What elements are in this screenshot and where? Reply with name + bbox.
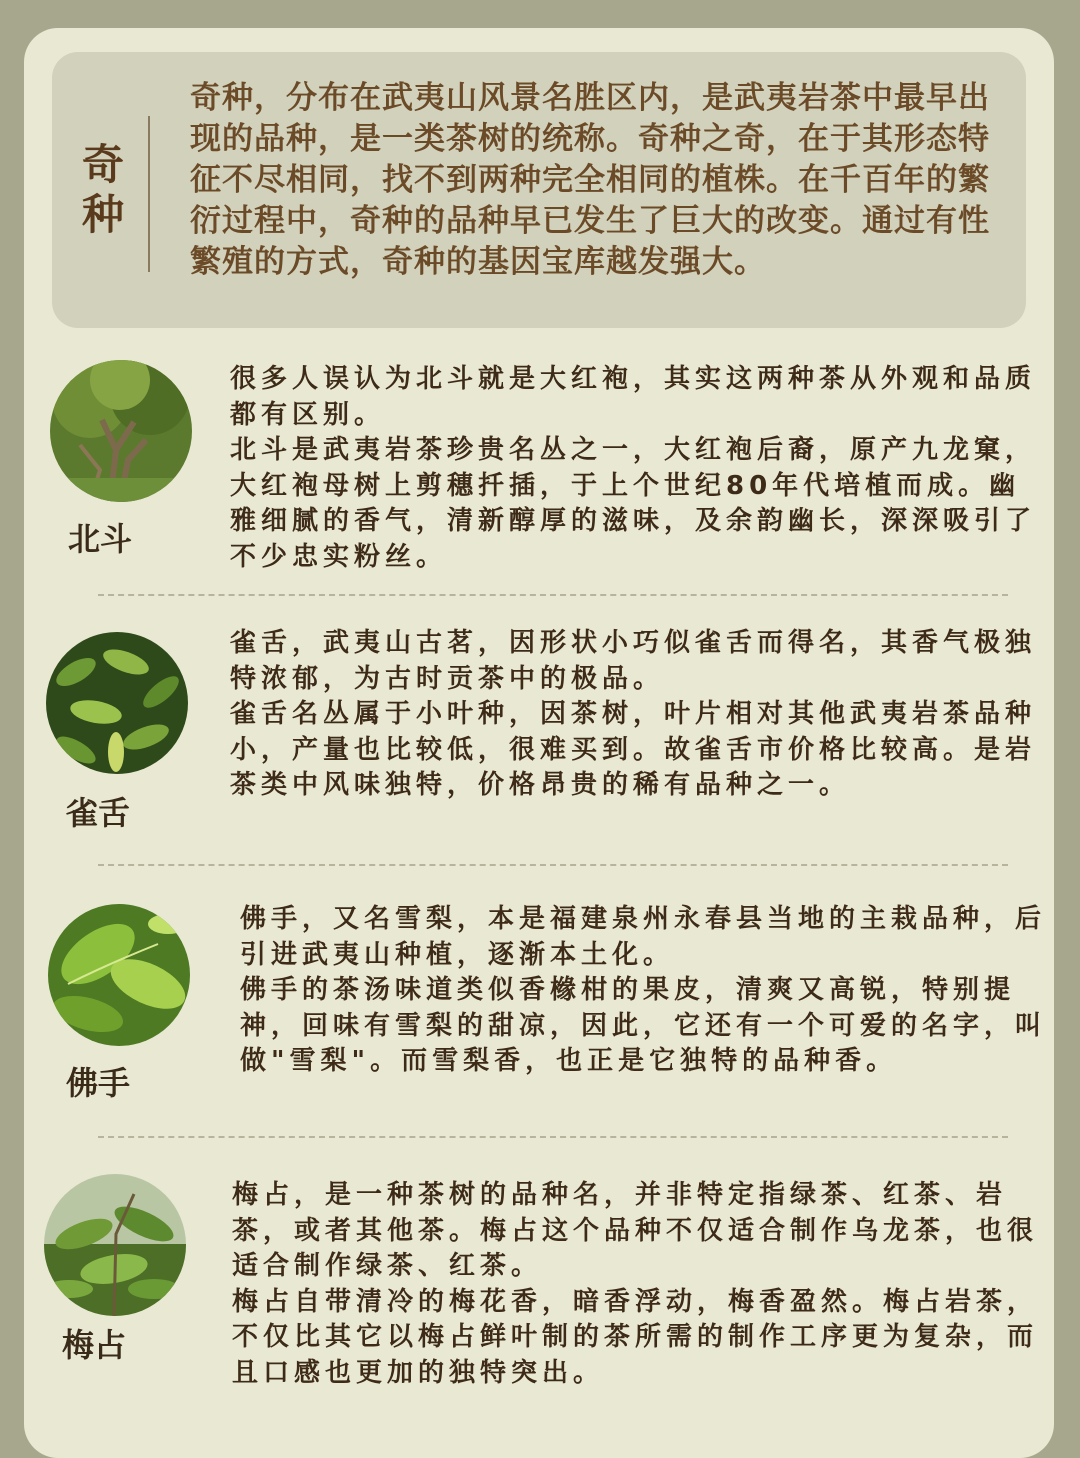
beidou-paragraph: 很多人误认为北斗就是大红袍，其实这两种茶从外观和品质都有区别。 (230, 364, 1037, 430)
beidou-tea-photo (50, 360, 192, 502)
queshe-paragraph: 雀舌，武夷山古茗，因形状小巧似雀舌而得名，其香气极独特浓郁，为古时贡茶中的极品。 (230, 628, 1037, 694)
intro-text: 奇种，分布在武夷山风景名胜区内，是武夷岩茶中最早出现的品种，是一类茶树的统称。奇种之奇，在于其形态特征不尽相同，找不到两种完全相同的植株。在千百年的繁衍过程中，奇种的品种早已发生了巨大的改变。通过有性繁殖的方式，奇种的基因宝库越发强大。 (190, 80, 990, 280)
queshe-title: 雀舌 (66, 794, 131, 832)
meizhan-paragraph: 梅占自带清冷的梅花香，暗香浮动，梅香盈然。梅占岩茶，不仅比其它以梅占鲜叶制的茶所需的制作工序更为复杂，而且口感也更加的独特突出。 (232, 1286, 1039, 1388)
intro-title: 奇种 (81, 140, 124, 239)
meizhan-paragraph: 梅占，是一种茶树的品种名，并非特定指绿茶、红茶、岩茶，或者其他茶。梅占这个品种不仅适合制作乌龙茶，也很适合制作绿茶、红茶。 (232, 1180, 1039, 1281)
queshe-description (230, 626, 1050, 804)
foshou-description (240, 902, 1060, 1080)
queshe-tea-photo (46, 632, 188, 774)
meizhan-tea-photo (44, 1174, 186, 1316)
foshou-title: 佛手 (66, 1064, 131, 1102)
beidou-title: 北斗 (68, 520, 133, 558)
beidou-paragraph: 北斗是武夷岩茶珍贵名丛之一，大红袍后裔，原产九龙窠，大红袍母树上剪穗扦插，于上个世纪80年代培植而成。幽雅细腻的香气，清新醇厚的滋味，及余韵幽长，深深吸引了不少忠实粉丝。 (230, 435, 1037, 572)
meizhan-title: 梅占 (62, 1326, 127, 1364)
section-separator (98, 864, 1008, 866)
foshou-paragraph: 佛手，又名雪梨，本是福建泉州永春县当地的主栽品种，后引进武夷山种植，逐渐本土化。 (240, 904, 1047, 970)
queshe-paragraph: 雀舌名丛属于小叶种，因茶树，叶片相对其他武夷岩茶品种小，产量也比较低，很难买到。故雀舌市价格比较高。是岩茶类中风味独特，价格昂贵的稀有品种之一。 (230, 699, 1037, 800)
intro-divider (148, 116, 150, 272)
meizhan-description (232, 1178, 1052, 1391)
section-separator (98, 594, 1008, 596)
beidou-description (230, 362, 1050, 575)
section-separator (98, 1136, 1008, 1138)
foshou-tea-photo (48, 904, 190, 1046)
foshou-paragraph: 佛手的茶汤味道类似香橼柑的果皮，清爽又高锐，特别提神，回味有雪梨的甜凉，因此，它还有一个可爱的名字，叫做"雪梨"。而雪梨香，也正是它独特的品种香。 (240, 975, 1047, 1076)
